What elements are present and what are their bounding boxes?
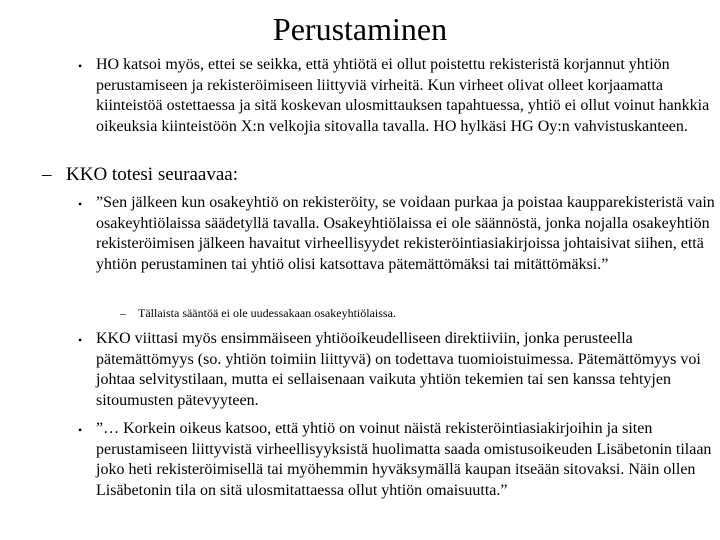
bullet-text: ”… Korkein oikeus katsoo, että yhtiö on voinut näistä rekisteröintiasiakirjoihin ja siten perustamiseen liittyvistä virheellisyyksistä huolimatta saada omistusoikeuden Lisäbetonin tilaan joko heti rekisteröimisellä tai myöhemmin hyväksymällä kaupan itseään sitovaksi. Näin ollen Lisäbetonin tila on sitä ulosmitattaessa ollut yhtiön omaisuutta.” <box>96 420 712 499</box>
bullet-marker: • <box>78 333 83 347</box>
slide-title: Perustaminen <box>272 11 448 47</box>
dash-marker: – <box>120 306 126 320</box>
subbullet-new-act <box>120 305 710 321</box>
bullet-text: Tällaista sääntöä ei ole uudessakaan osakeyhtiölaissa. <box>138 306 396 320</box>
bullet-kko-quote <box>78 193 718 275</box>
bullet-text: HO katsoi myös, ettei se seikka, että yhtiötä ei ollut poistettu rekisteristä korjannut yhtiön perustamiseen ja rekisteröimiseen liittyviä virheitä. Kun virheet olivat olleet korjaamatta kiinteistöä ostettaessa ja sitä koskevan ulosmittauksen tapahtuessa, yhtiö ei ollut voinut hankkia oikeuksia kiinteistöön X:n velkojia sitovalla tavalla. HO hylkäsi HG Oy:n vahvistuskanteen. <box>96 56 710 135</box>
bullet-marker: • <box>78 197 83 211</box>
bullet-text: KKO totesi seuraavaa: <box>66 164 238 185</box>
bullet-text: ”Sen jälkeen kun osakeyhtiö on rekisteröity, se voidaan purkaa ja poistaa kaupparekisteristä vain osakeyhtiölaissa säädetyllä tavalla. Osakeyhtiölaissa ei ole säännöstä, jonka nojalla osakeyhtiön rekisteröimisen jälkeen havaitut virheellisyydet rekisteröintiasiakirjoissa johtaisivat siihen, että yhtiön perustaminen tai yhtiö olisi katsottava pätemättömäksi tai mitättömäksi.” <box>96 194 715 273</box>
bullet-kko-statement <box>42 164 712 186</box>
dash-marker: – <box>42 164 52 185</box>
bullet-marker: • <box>78 423 83 437</box>
bullet-text: KKO viittasi myös ensimmäiseen yhtiöoikeudelliseen direktiiviin, jonka perusteella pätemättömyys (so. yhtiön toimiin liittyvä) on todettava tuomioistuimessa. Pätemättömyys voi johtaa selvitystilaan, mutta ei sellaisenaan vaikuta yhtiön tekemien tai sen kanssa tehtyjen sitoumusten pätevyyteen. <box>96 330 701 409</box>
bullet-marker: • <box>78 59 83 73</box>
bullet-conclusion <box>78 419 718 501</box>
bullet-directive <box>78 329 718 411</box>
bullet-ho-finding <box>78 55 718 137</box>
